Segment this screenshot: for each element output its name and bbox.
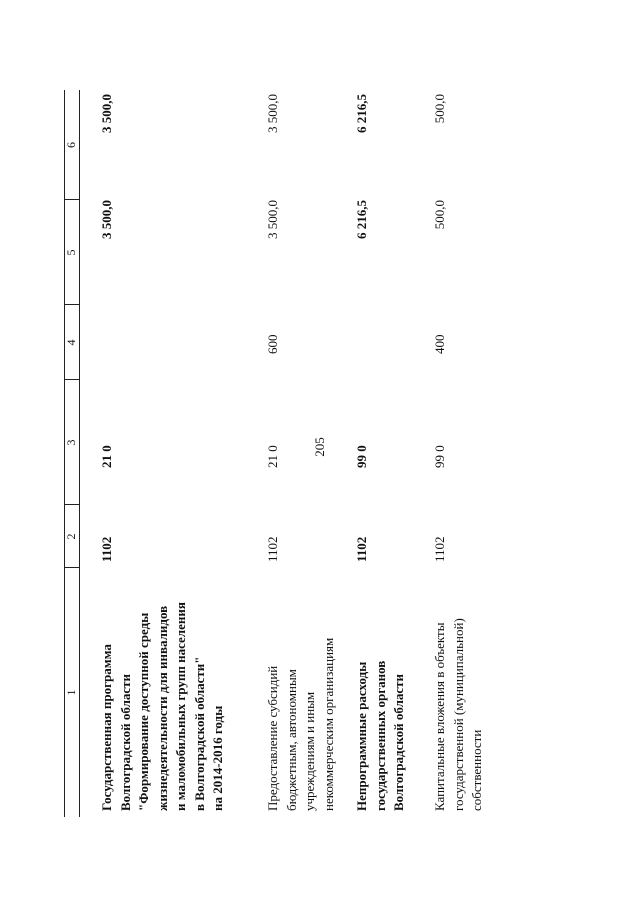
page-number: 205 [312,437,327,457]
row-program-code: 99 0 [432,445,447,468]
row-amount-6: 3 500,0 [99,94,114,133]
row-expense-type: 600 [265,334,280,354]
row-expense-type: 400 [432,334,447,354]
row-name: Капитальные вложения в объекты государственной (муниципальной) собственности [432,618,484,811]
row-amount-5: 500,0 [432,200,447,230]
row-program-code: 99 0 [354,445,369,468]
table-header-row [64,90,79,817]
row-amount-6: 500,0 [432,94,447,124]
row-program-code: 21 0 [265,445,280,468]
header-col-4: 4 [64,339,78,346]
header-col-5: 5 [64,249,78,256]
header-bottom-rule [79,90,80,817]
row-amount-5: 3 500,0 [99,200,114,239]
row-name: Предоставление субсидий бюджетным, автономным учреждениям и иным некоммерческим организациям [265,637,336,811]
row-program-code: 21 0 [99,445,114,468]
row-amount-6: 3 500,0 [265,94,280,133]
row-section-code: 1102 [265,536,280,562]
header-col-6: 6 [64,142,78,148]
header-col-1: 1 [64,689,78,696]
row-name: Непрограммные расходы государственных органов Волгоградской области [354,660,406,811]
header-col-2: 2 [64,533,78,540]
row-section-code: 1102 [354,536,369,562]
row-section-code: 1102 [432,536,447,562]
row-amount-5: 6 216,5 [354,200,369,239]
header-col-3: 3 [64,439,78,446]
row-name: Государственная программа Волгоградской области "Формирование доступной среды жизнедеятельности для инвалидов и маломобильных групп населения в Волгоградской области" на 2014-2016 годы [99,602,225,811]
row-section-code: 1102 [99,536,114,562]
row-amount-5: 3 500,0 [265,200,280,239]
row-amount-6: 6 216,5 [354,94,369,133]
budget-table [64,90,484,817]
